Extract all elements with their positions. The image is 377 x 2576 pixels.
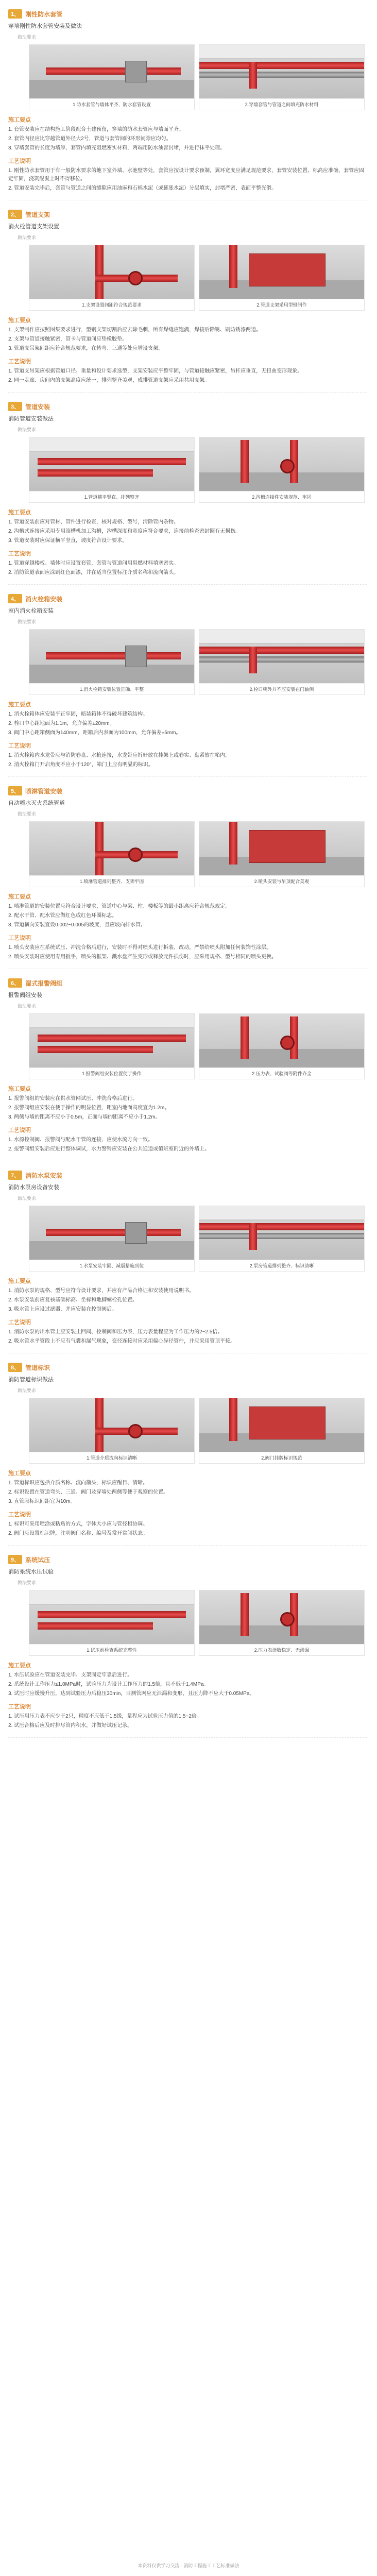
practice-tag: 做法要求 (18, 811, 37, 817)
key-point-item: 3. 试压时应缓慢升压，达到试验压力后稳压30min，目测管网应无泄漏和变形，且压力降不应大于0.05MPa。 (8, 1691, 255, 1697)
section-header (8, 969, 367, 990)
section-number: 5、 (8, 786, 22, 795)
process-list (8, 1136, 367, 1154)
process-item: 2. 报警阀组安装后应进行整体调试，水力警铃应安装在公共通道或值班室附近的外墙上。 (8, 1146, 210, 1152)
process-item: 1. 管道支吊架应根据管道口径、重量和设计要求选型，支架安装应平整牢固，与管道接触应紧密，吊杆应垂直，无扭曲变形现象。 (8, 368, 303, 374)
photo-caption: 2.沟槽连接件安装规范、牢固 (199, 491, 364, 502)
photo-caption: 2.压力表、试验阀等附件齐全 (199, 1067, 364, 1079)
key-point-item: 3. 阀门中心距箱侧面为140mm，距箱后内表面为100mm，允许偏差±5mm。 (8, 730, 181, 736)
photo-row (29, 821, 367, 887)
photo-card (29, 44, 195, 110)
practice-tag: 做法要求 (18, 1580, 37, 1585)
key-point-item: 2. 沟槽式连接应采用专用滚槽机加工沟槽，沟槽深度和宽度应符合要求，连接前检查密封圈有无损伤。 (8, 529, 241, 534)
photo-caption: 1.水泵安装牢固、减震措施到位 (29, 1260, 194, 1271)
section-header (8, 1546, 367, 1566)
key-points-list (8, 903, 367, 929)
photo-row (29, 44, 367, 110)
photo-card (29, 1013, 195, 1079)
process-item: 2. 喷头安装时应使用专用扳手，喷头的框架、溅水盘产生变形或释放元件损伤时，应采用规格、型号相同的喷头更换。 (8, 954, 277, 960)
key-points-label: 施工要点 (8, 702, 31, 708)
section-title: 消防水泵安装 (25, 1172, 63, 1179)
photo-caption: 2.穿墙套管与管道之间填充防水材料 (199, 98, 364, 110)
section-title: 系统试压 (25, 1556, 50, 1564)
process-item: 2. 消火栓箱门开启角度不应小于120°，箱门上应有明显的标识。 (8, 762, 153, 768)
process-item: 1. 水源控制阀、报警阀与配水干管的连接，应使水流方向一致。 (8, 1137, 153, 1143)
process-label: 工艺说明 (8, 743, 31, 749)
photo-card (29, 1590, 195, 1656)
process-item: 1. 标识可采用喷涂或粘贴的方式，字体大小应与管径相协调。 (8, 1521, 148, 1527)
key-points-list (8, 1671, 367, 1698)
section-header (8, 777, 367, 798)
key-point-item: 3. 管道安装时应保证横平竖直，坡度符合设计要求。 (8, 538, 128, 544)
section-subtitle: 消防系统水压试验 (8, 1569, 54, 1575)
section-subtitle: 消防管道标识做法 (8, 1377, 54, 1383)
photo-card (29, 1206, 195, 1272)
key-points-list (8, 326, 367, 353)
photo-caption: 2.阀门挂牌标识规范 (199, 1452, 364, 1463)
process-list (8, 1713, 367, 1730)
section-subtitle: 消防管道安装做法 (8, 416, 54, 422)
practice-section (0, 200, 377, 393)
key-points-list (8, 518, 367, 545)
key-point-item: 2. 配水干管、配水管应做红色或红色环圈标志。 (8, 913, 117, 919)
practice-tag: 做法要求 (18, 35, 37, 40)
practice-tag: 做法要求 (18, 1004, 37, 1009)
section-title: 管道标识 (25, 1364, 50, 1371)
photo-caption: 1.防水套管与墙体平齐、防水套管设置 (29, 98, 194, 110)
key-point-item: 3. 吸水管上应设过滤器，并应安装在控制阀后。 (8, 1307, 117, 1312)
section-title: 管道支架 (25, 211, 50, 218)
site-photo (199, 1590, 364, 1644)
practice-section (0, 393, 377, 585)
photo-caption: 1.喷淋管道排列整齐、支架牢固 (29, 875, 194, 887)
photo-caption: 1.管道介质流向标识清晰 (29, 1452, 194, 1463)
photo-caption: 1.管道横平竖直、排列整齐 (29, 491, 194, 502)
photo-card (29, 821, 195, 887)
key-points-label: 施工要点 (8, 1086, 31, 1092)
process-item: 2. 吸水管水平管段上不应有气囊和漏气现象，变径连接时应采用偏心异径管件，并应采用管顶平接。 (8, 1338, 236, 1344)
key-point-item: 1. 管道安装前应对管材、管件进行检查，核对规格、型号，清除管内杂物。 (8, 519, 179, 525)
section-header (8, 585, 367, 605)
practice-tag: 做法要求 (18, 427, 37, 432)
key-point-item: 3. 直管段标识间距宜为10m。 (8, 1499, 76, 1504)
site-photo (29, 437, 194, 491)
process-item: 2. 消防管道表面应涂刷红色面漆，并在适当位置标注介质名称和流向箭头。 (8, 570, 179, 575)
key-point-item: 2. 支架与管道接触紧密，管卡与管道间应垫橡胶垫。 (8, 336, 128, 342)
key-points-label: 施工要点 (8, 317, 31, 324)
photo-card (199, 1013, 365, 1079)
site-photo (199, 1398, 364, 1452)
photo-card (199, 1206, 365, 1272)
site-photo (199, 1014, 364, 1067)
process-list (8, 1520, 367, 1538)
site-photo (29, 1014, 194, 1067)
process-list (8, 560, 367, 577)
practice-section (0, 0, 377, 200)
section-title: 喷淋管道安装 (25, 787, 63, 795)
process-item: 2. 阀门应设置标识牌，注明阀门名称、编号及常开常闭状态。 (8, 1531, 148, 1536)
site-photo (29, 245, 194, 299)
photo-card (29, 245, 195, 311)
key-points-list (8, 126, 367, 152)
practice-tag: 做法要求 (18, 619, 37, 624)
site-photo (199, 45, 364, 98)
practice-section (0, 969, 377, 1161)
section-subtitle: 自动喷水灭火系统管道 (8, 800, 65, 806)
section-number: 3、 (8, 402, 22, 411)
section-header (8, 1353, 367, 1374)
key-points-list (8, 1095, 367, 1122)
key-point-item: 1. 消火栓箱体应安装平正牢固，暗装箱体不得破坏建筑结构。 (8, 711, 148, 717)
site-photo (199, 822, 364, 875)
key-points-label: 施工要点 (8, 1470, 31, 1477)
process-label: 工艺说明 (8, 359, 31, 365)
section-header (8, 200, 367, 221)
process-list (8, 367, 367, 385)
section-divider (8, 1737, 367, 1738)
photo-card (199, 245, 365, 311)
photo-row (29, 1013, 367, 1079)
process-list (8, 752, 367, 769)
key-points-label: 施工要点 (8, 1663, 31, 1669)
photo-row (29, 245, 367, 311)
key-points-list (8, 1479, 367, 1506)
site-photo (199, 245, 364, 299)
site-photo (29, 1398, 194, 1452)
photo-card (29, 437, 195, 503)
section-header (8, 1161, 367, 1182)
process-list (8, 167, 367, 193)
key-points-label: 施工要点 (8, 894, 31, 900)
section-number: 1、 (8, 9, 22, 19)
key-points-label: 施工要点 (8, 510, 31, 516)
process-list (8, 1328, 367, 1346)
photo-caption: 2.喷头安装与吊顶配合美观 (199, 875, 364, 887)
practice-section (0, 585, 377, 777)
section-number: 2、 (8, 210, 22, 219)
key-point-item: 1. 套管安装应在结构施工阶段配合土建预留，穿墙的防水套管应与墙面平齐。 (8, 127, 184, 132)
key-point-item: 1. 管道标识应包括介质名称、流向箭头，标识应醒目、清晰。 (8, 1480, 148, 1486)
photo-row (29, 1206, 367, 1272)
section-subtitle: 消防水泵房设备安装 (8, 1184, 59, 1191)
photo-row (29, 1398, 367, 1464)
key-point-item: 2. 系统设计工作压力≤1.0MPa时，试验压力为设计工作压力的1.5倍，且不低于1.4MPa。 (8, 1682, 209, 1687)
key-point-item: 3. 管道横向安装宜设0.002~0.005的坡度，且应坡向排水管。 (8, 922, 146, 928)
process-item: 1. 刚性防水套管用于有一般防水要求的地下室外墙、水池壁等处，套管应按设计要求预制，翼环宽度应满足规范要求，套管安装位置、标高应准确，套管应固定牢固，浇筑混凝土时不得移位。 (8, 168, 365, 182)
page-footer: 本资料仅供学习交流 · 消防工程施工工艺标准做法 (138, 2563, 239, 2568)
process-label: 工艺说明 (8, 1704, 31, 1710)
process-item: 1. 喷头安装应在系统试压、冲洗合格后进行，安装时不得对喷头进行拆装、改动，严禁给喷头附加任何装饰性涂层。 (8, 945, 272, 951)
photo-caption: 2.栓口朝外并不应安装在门轴侧 (199, 683, 364, 694)
key-point-item: 3. 穿墙套管的长度为墙厚，套管内填充阻燃密实材料，两端用防水油膏封堵，并进行抹平处理。 (8, 145, 226, 151)
photo-row (29, 437, 367, 503)
practice-tag: 做法要求 (18, 1196, 37, 1201)
practice-tag: 做法要求 (18, 1388, 37, 1393)
process-label: 工艺说明 (8, 1319, 31, 1326)
section-subtitle: 穿墙刚性防水套管安装及做法 (8, 23, 82, 29)
key-point-item: 2. 报警阀组应安装在便于操作的明显位置，距室内地面高度宜为1.2m。 (8, 1105, 170, 1111)
process-list (8, 944, 367, 961)
key-point-item: 2. 标识设置在管道弯头、三通、阀门及穿墙处两侧等便于观察的位置。 (8, 1489, 169, 1495)
section-number: 9、 (8, 1555, 22, 1564)
section-number: 4、 (8, 594, 22, 603)
key-point-item: 2. 套管内径应比穿越管道外径大2号，管道与套管间的环形间隙应均匀。 (8, 136, 172, 142)
process-item: 2. 试压合格后应及时排尽管内积水，并做好试压记录。 (8, 1723, 133, 1728)
photo-card (199, 437, 365, 503)
section-subtitle: 消火栓管道支架设置 (8, 224, 59, 230)
photo-caption: 2.管道支架采用型钢制作 (199, 299, 364, 310)
photo-caption: 1.消火栓箱安装位置正确、平整 (29, 683, 194, 694)
section-title: 湿式报警阀组 (25, 979, 63, 987)
photo-card (29, 629, 195, 695)
section-title: 管道安装 (25, 403, 50, 411)
practice-section (0, 777, 377, 969)
key-point-item: 2. 水泵安装前应复核基础标高、坐标和地脚螺栓孔位置。 (8, 1297, 138, 1303)
photo-caption: 1.支架设置间距符合规范要求 (29, 299, 194, 310)
process-item: 1. 消防水泵的出水管上应安装止回阀、控制阀和压力表，压力表量程应为工作压力的2~2.5倍。 (8, 1329, 223, 1335)
process-label: 工艺说明 (8, 1127, 31, 1133)
photo-caption: 1.报警阀组安装位置便于操作 (29, 1067, 194, 1079)
key-point-item: 3. 两侧与墙的距离不应小于0.5m，正面与墙的距离不应小于1.2m。 (8, 1114, 161, 1120)
key-points-label: 施工要点 (8, 117, 31, 123)
section-title: 消火栓箱安装 (25, 595, 63, 603)
section-number: 6、 (8, 978, 22, 988)
key-point-item: 3. 管道支吊架间距应符合规范要求，在转弯、三通等处应增设支架。 (8, 346, 164, 351)
photo-row (29, 629, 367, 695)
process-label: 工艺说明 (8, 935, 31, 941)
site-photo (199, 437, 364, 491)
photo-card (199, 629, 365, 695)
site-photo (199, 1206, 364, 1260)
section-header (8, 393, 367, 413)
process-item: 1. 试压用压力表不应少于2只，精度不应低于1.5级，量程应为试验压力值的1.5~2倍。 (8, 1714, 202, 1719)
photo-caption: 2.泵房管道排列整齐、标识清晰 (199, 1260, 364, 1271)
practice-section (0, 1161, 377, 1353)
photo-card (29, 1398, 195, 1464)
section-subtitle: 室内消火栓箱安装 (8, 608, 54, 614)
key-point-item: 2. 栓口中心距地面为1.1m，允许偏差±20mm。 (8, 721, 115, 726)
process-label: 工艺说明 (8, 551, 31, 557)
section-subtitle: 报警阀组安装 (8, 992, 42, 998)
key-point-item: 1. 报警阀组的安装应在供水管网试压、冲洗合格后进行。 (8, 1096, 138, 1101)
key-point-item: 1. 水压试验应在管道安装完毕、支架固定牢靠后进行。 (8, 1672, 133, 1678)
site-photo (199, 630, 364, 683)
photo-card (199, 1590, 365, 1656)
key-points-label: 施工要点 (8, 1278, 31, 1284)
photo-card (199, 1398, 365, 1464)
section-number: 7、 (8, 1171, 22, 1180)
site-photo (29, 822, 194, 875)
process-item: 2. 管道安装完毕后，套管与管道之间的缝隙应用油麻和石棉水泥（或膨胀水泥）分层填实，封堵严密，表面平整光滑。 (8, 185, 277, 191)
photo-caption: 2.压力表读数稳定、无渗漏 (199, 1644, 364, 1655)
process-label: 工艺说明 (8, 1512, 31, 1518)
process-label: 工艺说明 (8, 158, 31, 164)
photo-card (199, 44, 365, 110)
site-photo (29, 630, 194, 683)
section-number: 8、 (8, 1363, 22, 1372)
process-item: 2. 同一走廊、房间内的支架高度应统一，排列整齐美观，成排管道支架应采用共用支架。 (8, 378, 210, 383)
site-photo (29, 1206, 194, 1260)
practice-tag: 做法要求 (18, 235, 37, 240)
key-points-list (8, 1287, 367, 1314)
key-points-list (8, 710, 367, 737)
section-header (8, 0, 367, 21)
photo-row (29, 1590, 367, 1656)
process-item: 1. 消火栓箱内水龙带应与消防卷盘、水枪连接，水龙带应折好放在挂架上或卷实、盘紧放在箱内。 (8, 753, 231, 758)
practice-section (0, 1353, 377, 1546)
section-title: 刚性防水套管 (25, 10, 63, 18)
photo-caption: 1.试压前检查系统完整性 (29, 1644, 194, 1655)
key-point-item: 1. 支架制作应按照图集要求进行，型钢支架切割后应去除毛刺，所有焊缝应饱满，焊接后除锈、刷防锈漆两道。 (8, 327, 262, 333)
key-point-item: 1. 喷淋管道的安装位置应符合设计要求，管道中心与梁、柱、楼板等的最小距离应符合规范规定。 (8, 904, 231, 909)
key-point-item: 1. 消防水泵的规格、型号应符合设计要求，并应有产品合格证和安装使用说明书。 (8, 1288, 195, 1294)
practice-section (0, 1546, 377, 1738)
site-photo (29, 45, 194, 98)
process-item: 1. 管道穿越楼板、墙体时应设置套管，套管与管道间用阻燃材料填塞密实。 (8, 561, 179, 566)
photo-card (199, 821, 365, 887)
site-photo (29, 1590, 194, 1644)
